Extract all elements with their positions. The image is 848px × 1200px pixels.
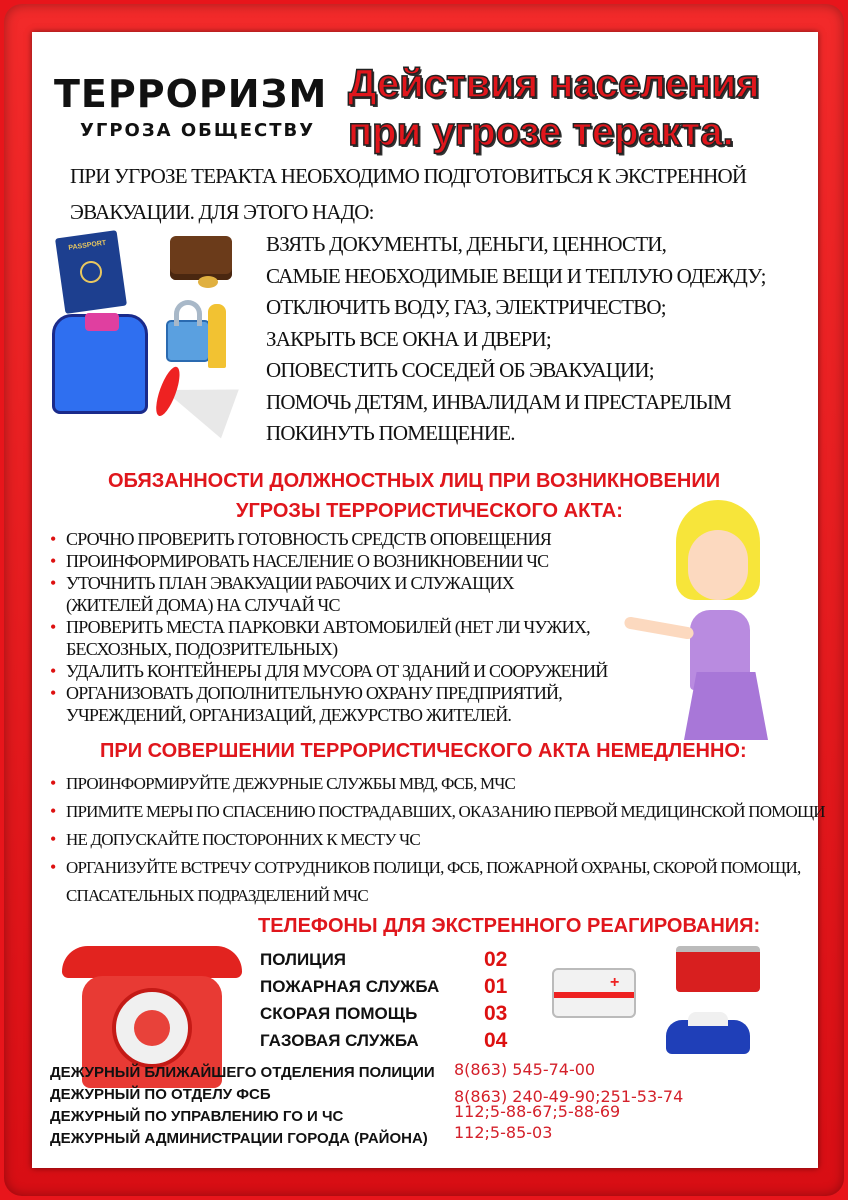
passport-label: PASSPORT bbox=[68, 239, 107, 252]
bullet-icon: • bbox=[50, 661, 56, 681]
service-name: ГАЗОВАЯ СЛУЖБА bbox=[260, 1031, 419, 1050]
police-car-icon bbox=[666, 1020, 750, 1054]
service-name: ПОЛИЦИЯ bbox=[260, 950, 347, 969]
bullet-icon: • bbox=[50, 773, 56, 793]
service-number: 02 bbox=[484, 948, 508, 971]
phones-heading: ТЕЛЕФОНЫ ДЛЯ ЭКСТРЕННОГО РЕАГИРОВАНИЯ: bbox=[258, 915, 761, 937]
ambulance-icon: + bbox=[552, 968, 636, 1018]
prep-step: ВЗЯТЬ ДОКУМЕНТЫ, ДЕНЬГИ, ЦЕННОСТИ, bbox=[266, 232, 667, 256]
service-name: ПОЖАРНАЯ СЛУЖБА bbox=[260, 977, 440, 996]
prep-step: ОТКЛЮЧИТЬ ВОДУ, ГАЗ, ЭЛЕКТРИЧЕСТВО; bbox=[266, 295, 666, 319]
act-heading: ПРИ СОВЕРШЕНИИ ТЕРРОРИСТИЧЕСКОГО АКТА НЕМЕДЛЕННО: bbox=[100, 740, 747, 762]
act-item-line: • НЕ ДОПУСКАЙТЕ ПОСТОРОННИХ К МЕСТУ ЧС bbox=[50, 829, 420, 849]
duty-item-line: • ПРОИНФОРМИРОВАТЬ НАСЕЛЕНИЕ О ВОЗНИКНОВЕНИИ ЧС bbox=[50, 551, 549, 571]
key-icon bbox=[208, 304, 226, 368]
duties-heading-line2: УГРОЗЫ ТЕРРОРИСТИЧЕСКОГО АКТА: bbox=[236, 500, 623, 522]
service-number: 03 bbox=[484, 1002, 508, 1025]
prep-step: ПОМОЧЬ ДЕТЯМ, ИНВАЛИДАМ И ПРЕСТАРЕЛЫМ bbox=[266, 389, 731, 414]
bullet-icon: • bbox=[50, 529, 56, 549]
coins-icon bbox=[198, 276, 218, 288]
prep-step: ПОКИНУТЬ ПОМЕЩЕНИЕ. bbox=[266, 421, 515, 445]
service-number: 01 bbox=[484, 975, 508, 998]
fire-truck-icon bbox=[676, 946, 760, 992]
duty-phone: 112;5-88-67;5-88-69 bbox=[454, 1102, 621, 1121]
duties-heading-line1: ОБЯЗАННОСТИ ДОЛЖНОСТНЫХ ЛИЦ ПРИ ВОЗНИКНОВЕНИИ bbox=[108, 470, 721, 492]
telephone-icon bbox=[62, 946, 242, 1056]
jacket-icon bbox=[52, 314, 148, 414]
bullet-icon: • bbox=[50, 829, 56, 849]
duty-item-line: УЧРЕЖДЕНИЙ, ОРГАНИЗАЦИЙ, ДЕЖУРСТВО ЖИТЕЛЕЙ. bbox=[66, 705, 512, 725]
duty-name: ДЕЖУРНЫЙ АДМИНИСТРАЦИИ ГОРОДА (РАЙОНА) bbox=[50, 1130, 428, 1147]
prep-step: САМЫЕ НЕОБХОДИМЫЕ ВЕЩИ И ТЕПЛУЮ ОДЕЖДУ; bbox=[266, 263, 766, 288]
act-item-line: • ОРГАНИЗУЙТЕ ВСТРЕЧУ СОТРУДНИКОВ ПОЛИЦИ, ФСБ, ПОЖАРНОЙ ОХРАНЫ, СКОРОЙ ПОМОЩИ, bbox=[50, 857, 801, 877]
duty-name: ДЕЖУРНЫЙ ПО ОТДЕЛУ ФСБ bbox=[50, 1086, 271, 1103]
act-item-line: СПАСАТЕЛЬНЫХ ПОДРАЗДЕЛЕНИЙ МЧС bbox=[66, 886, 368, 905]
duty-item-line: • ПРОВЕРИТЬ МЕСТА ПАРКОВКИ АВТОМОБИЛЕЙ (НЕТ ЛИ ЧУЖИХ, bbox=[50, 617, 590, 637]
intro-line1: ПРИ УГРОЗЕ ТЕРАКТА НЕОБХОДИМО ПОДГОТОВИТЬСЯ К ЭКСТРЕННОЙ bbox=[70, 164, 747, 188]
page-title-line1: Действия населения bbox=[348, 62, 760, 106]
intro-line2: ЭВАКУАЦИИ. ДЛЯ ЭТОГО НАДО: bbox=[70, 200, 374, 224]
service-number: 04 bbox=[484, 1029, 508, 1052]
duty-item-line: (ЖИТЕЛЕЙ ДОМА) НА СЛУЧАЙ ЧС bbox=[66, 595, 340, 615]
duty-phone: 8(863) 240-49-90;251-53-74 bbox=[454, 1087, 684, 1106]
wallet-icon bbox=[170, 236, 232, 280]
bullet-icon: • bbox=[50, 801, 56, 821]
padlock-icon bbox=[166, 320, 210, 362]
bullet-icon: • bbox=[50, 573, 56, 593]
bullet-icon: • bbox=[50, 551, 56, 571]
woman-illustration bbox=[620, 500, 790, 740]
service-name: СКОРАЯ ПОМОЩЬ bbox=[260, 1004, 418, 1023]
bullet-icon: • bbox=[50, 683, 56, 703]
logo-subtitle: УГРОЗА ОБЩЕСТВУ bbox=[80, 120, 316, 141]
passport-icon bbox=[55, 230, 127, 314]
duty-item-line: • УДАЛИТЬ КОНТЕЙНЕРЫ ДЛЯ МУСОРА ОТ ЗДАНИЙ И СООРУЖЕНИЙ bbox=[50, 661, 608, 681]
bullet-icon: • bbox=[50, 617, 56, 637]
duty-item-line: • УТОЧНИТЬ ПЛАН ЭВАКУАЦИИ РАБОЧИХ И СЛУЖАЩИХ bbox=[50, 573, 514, 593]
duty-phone: 8(863) 545-74-00 bbox=[454, 1060, 596, 1079]
duty-name: ДЕЖУРНЫЙ ПО УПРАВЛЕНИЮ ГО И ЧС bbox=[50, 1108, 344, 1125]
bullet-icon: • bbox=[50, 857, 56, 877]
act-item-line: • ПРОИНФОРМИРУЙТЕ ДЕЖУРНЫЕ СЛУЖБЫ МВД, ФСБ, МЧС bbox=[50, 773, 516, 793]
duty-phone: 112;5-85-03 bbox=[454, 1123, 553, 1142]
act-item-line: • ПРИМИТЕ МЕРЫ ПО СПАСЕНИЮ ПОСТРАДАВШИХ, ОКАЗАНИЮ ПЕРВОЙ МЕДИЦИНСКОЙ ПОМОЩИ bbox=[50, 801, 825, 821]
page-title-line2: при угрозе теракта. bbox=[348, 110, 734, 154]
duty-item-line: БЕСХОЗНЫХ, ПОДОЗРИТЕЛЬНЫХ) bbox=[66, 639, 338, 659]
duty-item-line: • СРОЧНО ПРОВЕРИТЬ ГОТОВНОСТЬ СРЕДСТВ ОПОВЕЩЕНИЯ bbox=[50, 529, 551, 549]
duty-name: ДЕЖУРНЫЙ БЛИЖАЙШЕГО ОТДЕЛЕНИЯ ПОЛИЦИИ bbox=[50, 1064, 435, 1081]
prep-step: ОПОВЕСТИТЬ СОСЕДЕЙ ОБ ЭВАКУАЦИИ; bbox=[266, 358, 654, 382]
prep-step: ЗАКРЫТЬ ВСЕ ОКНА И ДВЕРИ; bbox=[266, 326, 551, 351]
logo-title: ТЕРРОРИЗМ bbox=[54, 72, 328, 116]
duty-item-line: • ОРГАНИЗОВАТЬ ДОПОЛНИТЕЛЬНУЮ ОХРАНУ ПРЕДПРИЯТИЙ, bbox=[50, 683, 562, 703]
